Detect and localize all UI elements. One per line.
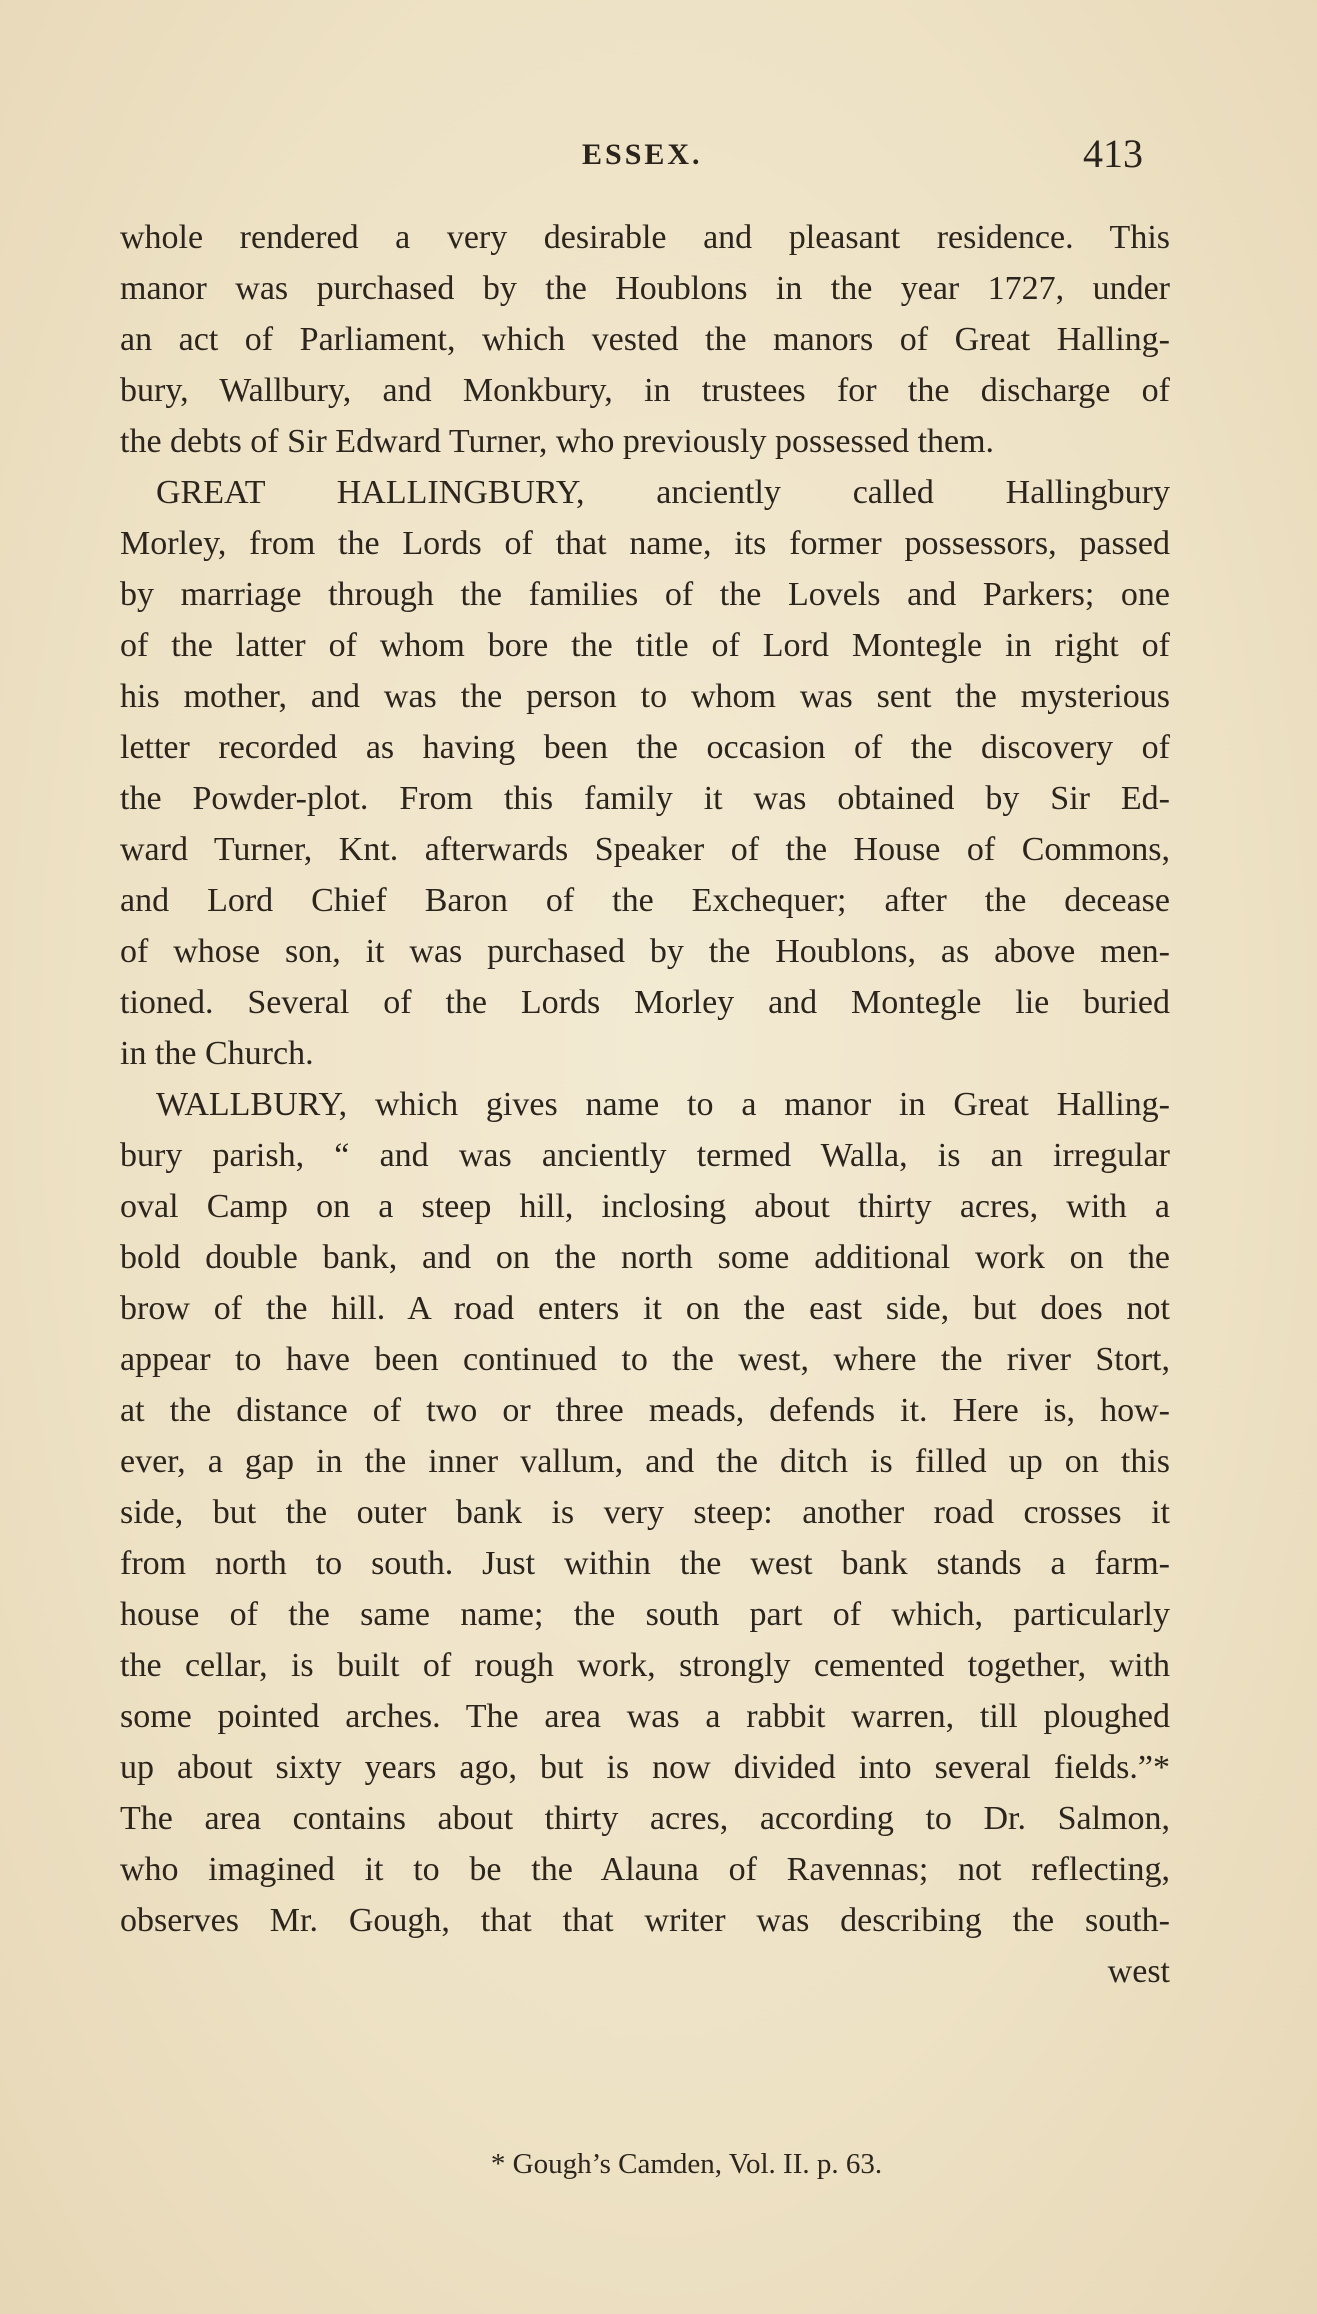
catchword: west bbox=[1107, 1953, 1170, 1990]
text-line: the cellar, is built of rough work, strongly cemented together, with bbox=[120, 1647, 1170, 1684]
text-line: bold double bank, and on the north some additional work on the bbox=[120, 1239, 1170, 1276]
text-line: his mother, and was the person to whom was sent the mysterious bbox=[120, 678, 1170, 715]
text-line: house of the same name; the south part of which, particularly bbox=[120, 1596, 1170, 1633]
text-line: of the latter of whom bore the title of Lord Montegle in right of bbox=[120, 627, 1170, 664]
text-line: brow of the hill. A road enters it on the east side, but does not bbox=[120, 1290, 1170, 1327]
text-line: from north to south. Just within the west bank stands a farm- bbox=[120, 1545, 1170, 1582]
footnote-text: * Gough’s Camden, Vol. II. p. 63. bbox=[490, 2148, 883, 2180]
running-title: ESSEX. bbox=[582, 138, 703, 171]
text-line: some pointed arches. The area was a rabbit warren, till ploughed bbox=[120, 1698, 1170, 1735]
text-line: the debts of Sir Edward Turner, who previously possessed them. bbox=[120, 423, 995, 460]
text-line: an act of Parliament, which vested the manors of Great Halling- bbox=[120, 321, 1170, 358]
paragraph-start-line: WALLBURY, which gives name to a manor in Great Halling- bbox=[156, 1086, 1170, 1123]
text-line: up about sixty years ago, but is now divided into several fields.”* bbox=[120, 1749, 1170, 1786]
text-line: who imagined it to be the Alauna of Ravennas; not reflecting, bbox=[120, 1851, 1170, 1888]
text-line: the Powder-plot. From this family it was obtained by Sir Ed- bbox=[120, 780, 1170, 817]
text-line: Morley, from the Lords of that name, its former possessors, passed bbox=[120, 525, 1170, 562]
text-line: manor was purchased by the Houblons in the year 1727, under bbox=[120, 270, 1170, 307]
text-line: bury parish, “ and was anciently termed Walla, is an irregular bbox=[120, 1137, 1170, 1174]
text-line: letter recorded as having been the occasion of the discovery of bbox=[120, 729, 1170, 766]
text-line: by marriage through the families of the Lovels and Parkers; one bbox=[120, 576, 1170, 613]
paragraph-start-line: GREAT HALLINGBURY, anciently called Hallingbury bbox=[156, 474, 1170, 511]
text-line: at the distance of two or three meads, defends it. Here is, how- bbox=[120, 1392, 1170, 1429]
text-line: in the Church. bbox=[120, 1035, 314, 1072]
text-line: of whose son, it was purchased by the Houblons, as above men- bbox=[120, 933, 1170, 970]
body-text bbox=[120, 212, 1170, 1997]
text-line: tioned. Several of the Lords Morley and Montegle lie buried bbox=[120, 984, 1170, 1021]
text-line: oval Camp on a steep hill, inclosing about thirty acres, with a bbox=[120, 1188, 1170, 1225]
text-line: bury, Wallbury, and Monkbury, in trustees for the discharge of bbox=[120, 372, 1170, 409]
footnote bbox=[0, 2148, 1317, 2181]
page-number: 413 bbox=[1083, 131, 1143, 176]
text-line: appear to have been continued to the west, where the river Stort, bbox=[120, 1341, 1170, 1378]
text-line: and Lord Chief Baron of the Exchequer; after the decease bbox=[120, 882, 1170, 919]
text-line: The area contains about thirty acres, according to Dr. Salmon, bbox=[120, 1800, 1170, 1837]
text-line: observes Mr. Gough, that that writer was describing the south- bbox=[120, 1902, 1170, 1939]
text-line: side, but the outer bank is very steep: another road crosses it bbox=[120, 1494, 1170, 1531]
text-line: whole rendered a very desirable and pleasant residence. This bbox=[120, 219, 1170, 256]
text-line: ever, a gap in the inner vallum, and the ditch is filled up on this bbox=[120, 1443, 1170, 1480]
text-line: ward Turner, Knt. afterwards Speaker of the House of Commons, bbox=[120, 831, 1170, 868]
